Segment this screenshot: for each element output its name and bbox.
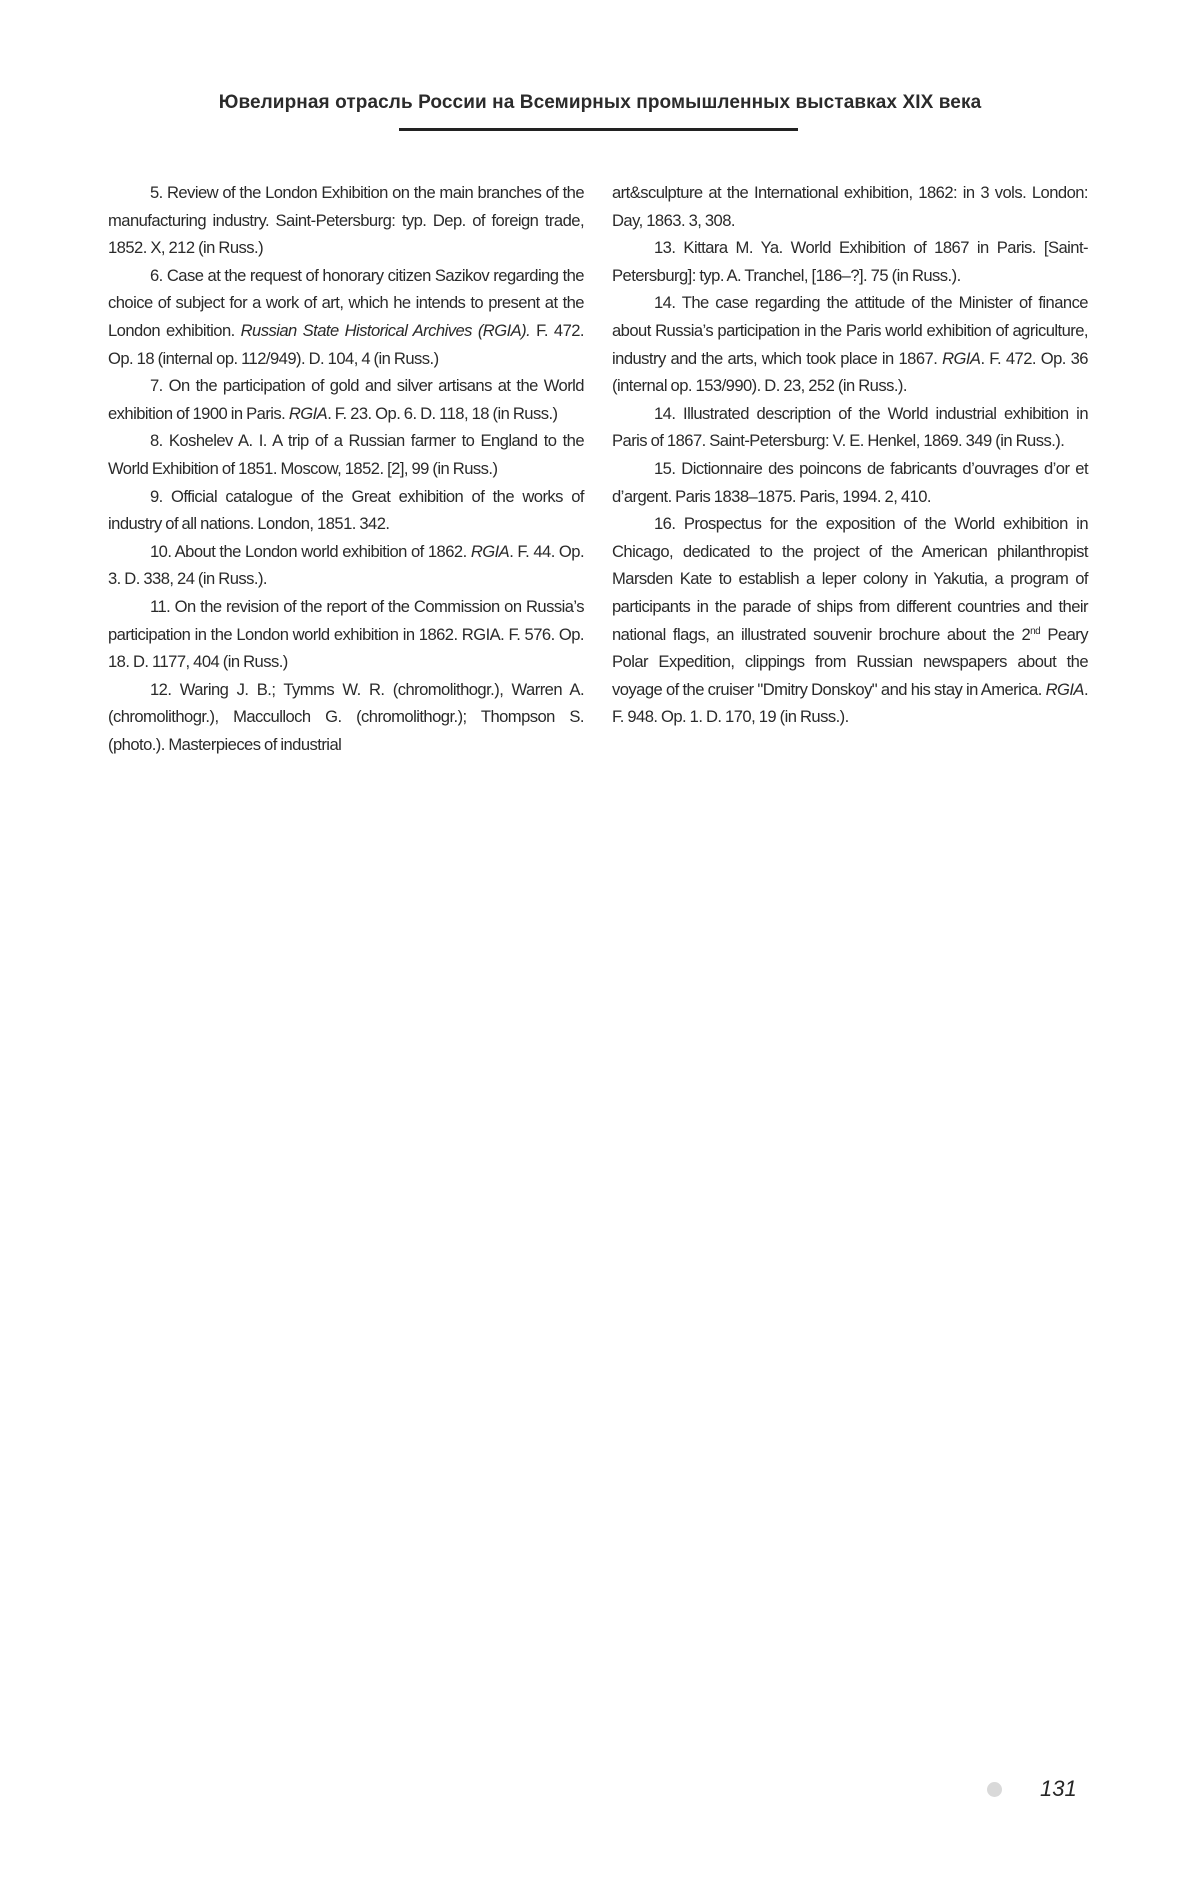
reference-column-left — [108, 179, 584, 758]
reference-14b: 14. Illustrated description of the World industrial exhibition in Paris of 1867. Saint-Petersburg: V. E. Henkel, 1869. 349 (in Russ.). — [612, 403, 1088, 451]
reference-14a-archive: RGIA — [942, 348, 981, 368]
reference-14a-text: 14. The case regarding the attitude of the Minister of finance about Russia’s participation in the Paris world exhibition of agriculture, industry and the arts, which took place in 1867. — [612, 293, 1088, 368]
reference-16-archive: RGIA — [1045, 679, 1084, 699]
reference-10-rest: . F. 44. Op. 3. D. 338, 24 (in Russ.). — [108, 541, 585, 589]
running-header-title: Ювелирная отрасль России на Всемирных промышленных выставках XIX века — [218, 92, 982, 113]
reference-10 — [108, 538, 584, 593]
reference-5: 5. Review of the London Exhibition on the main branches of the manufacturing industry. Saint-Petersburg: typ. Dep. of foreign trade, 1852. X, 212 (in Russ.) — [108, 183, 584, 258]
reference-7 — [108, 372, 584, 427]
reference-10-text: 10. About the London world exhibition of 1862. — [150, 541, 471, 561]
reference-16-rest: . F. 948. Op. 1. D. 170, 19 (in Russ.). — [612, 679, 1088, 727]
reference-6-archive: Russian State Historical Archives (RGIA). — [240, 320, 531, 340]
reference-13: 13. Kittara M. Ya. World Exhibition of 1867 in Paris. [Saint-Petersburg]: typ. A. Tranchel, [186–?]. 75 (in Russ.). — [612, 238, 1088, 285]
reference-16-text-cont: Peary Polar Expedition, clippings from Russian newspapers about the voyage of the cruiser "Dmitry Donskoy" and his stay in America. — [612, 624, 1088, 699]
reference-15: 15. Dictionnaire des poincons de fabricants d’ouvrages d’or et d’argent. Paris 1838–1875. Paris, 1994. 2, 410. — [612, 458, 1088, 506]
reference-16-superscript: nd — [1030, 625, 1041, 637]
reference-16-text: 16. Prospectus for the exposition of the World exhibition in Chicago, dedicated to the project of the American philanthropist Marsden Kate to establish a leper colony in Yakutia, a program of participants in the parade of ships from different countries and their national flags, an illustrated souvenir brochure about the 2 — [612, 514, 1088, 644]
header-rule — [399, 128, 798, 131]
reference-8: 8. Koshelev A. I. A trip of a Russian farmer to England to the World Exhibition of 1851. Moscow, 1852. [2], 99 (in Russ.) — [108, 431, 584, 478]
page-number: 131 — [1040, 1776, 1077, 1801]
reference-7-rest: . F. 23. Op. 6. D. 118, 18 (in Russ.) — [327, 403, 558, 423]
reference-7-archive: RGIA — [288, 403, 328, 423]
reference-column-right — [612, 179, 1088, 731]
reference-12-start: 12. Waring J. B.; Tymms W. R. (chromolithogr.), Warren A. (chromolithogr.), Macculloch G. (chromolithogr.); Thompson S. (photo.). Masterpieces of industrial — [108, 679, 584, 754]
reference-6-text: 6. Case at the request of honorary citizen Sazikov regarding the choice of subject for a work of art, which he intends to present at the London exhibition. — [108, 265, 584, 340]
reference-14a-rest: . F. 472. Op. 36 (internal op. 153/990). D. 23, 252 (in Russ.). — [612, 348, 1088, 396]
page-marker-dot — [987, 1782, 1002, 1797]
reference-14a — [612, 289, 1088, 399]
reference-7-text: 7. On the participation of gold and silver artisans at the World exhibition of 1900 in Paris. — [108, 376, 584, 423]
reference-12-end: art&sculpture at the International exhibition, 1862: in 3 vols. London: Day, 1863. 3, 308. — [612, 183, 1088, 230]
reference-9: 9. Official catalogue of the Great exhibition of the works of industry of all nations. London, 1851. 342. — [108, 486, 584, 534]
reference-6-rest: F. 472. Op. 18 (internal op. 112/949). D. 104, 4 (in Russ.) — [108, 320, 584, 368]
reference-16 — [612, 510, 1088, 731]
reference-11: 11. On the revision of the report of the Commission on Russia’s participation in the London world exhibition in 1862. RGIA. F. 576. Op. 18. D. 1177, 404 (in Russ.) — [108, 596, 584, 672]
reference-10-archive: RGIA — [470, 541, 510, 561]
reference-6 — [108, 262, 584, 372]
